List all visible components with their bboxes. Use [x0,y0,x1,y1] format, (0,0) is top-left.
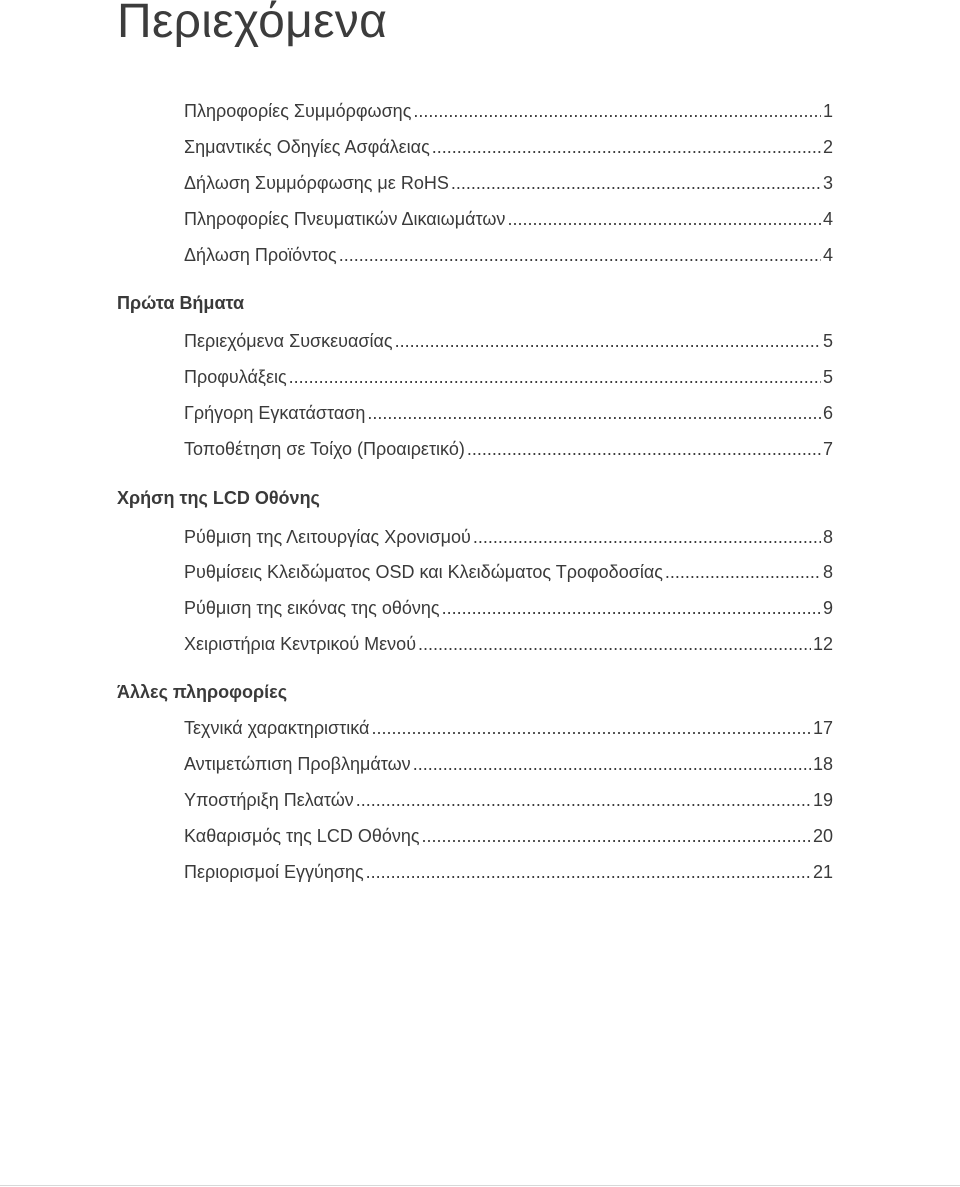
section-heading: Χρήση της LCD Οθόνης [117,488,320,508]
toc-entry[interactable] [184,208,833,230]
toc-page-number: 17 [812,718,833,738]
toc-entry-title: Ρύθμιση της Λειτουργίας Χρονισμού [184,527,471,547]
toc-page-number: 18 [812,754,833,774]
toc-entry[interactable] [184,717,833,739]
toc-entry-title: Ρυθμίσεις Κλειδώματος OSD και Κλειδώματος Τροφοδοσίας [184,562,663,582]
toc-entry-title: Υποστήριξη Πελατών [184,790,354,810]
dot-leader [507,208,821,230]
toc-entry-title: Τεχνικά χαρακτηριστικά [184,718,370,738]
toc-page-number: 5 [822,367,833,387]
toc-entry[interactable] [184,825,833,847]
dot-leader [473,526,821,548]
toc-entry[interactable] [184,402,833,424]
dot-leader [665,561,821,583]
toc-page-number: 19 [812,790,833,810]
toc-page-number: 2 [822,137,833,157]
dot-leader [371,717,811,739]
toc-entry[interactable] [184,136,833,158]
toc-entry-title: Τοποθέτηση σε Τοίχο (Προαιρετικό) [184,439,465,459]
dot-leader [395,330,821,352]
toc-page-number: 4 [822,245,833,265]
toc-page-number: 12 [812,634,833,654]
dot-leader [367,402,821,424]
toc-entry[interactable] [184,330,833,352]
toc-entry[interactable] [184,172,833,194]
dot-leader [413,753,811,775]
toc-entry[interactable] [184,244,833,266]
section-heading: Άλλες πληροφορίες [117,682,288,702]
toc-entry[interactable] [184,366,833,388]
toc-entry-title: Καθαρισμός της LCD Οθόνης [184,826,420,846]
toc-entry-title: Γρήγορη Εγκατάσταση [184,403,366,423]
toc-entry-title: Αντιμετώπιση Προβλημάτων [184,754,411,774]
dot-leader [289,366,821,388]
toc-entry[interactable] [184,861,833,883]
toc-page-number: 3 [822,173,833,193]
page-title: Περιεχόμενα [117,0,388,48]
toc-entry[interactable] [184,633,833,655]
toc-page-number: 21 [812,862,833,882]
toc-entry-title: Σημαντικές Οδηγίες Ασφάλειας [184,137,430,157]
toc-entry-title: Χειριστήρια Κεντρικού Μενού [184,634,417,654]
toc-entry-title: Πληροφορίες Συμμόρφωσης [184,101,412,121]
toc-entry-title: Περιεχόμενα Συσκευασίας [184,331,393,351]
toc-entry-title: Πληροφορίες Πνευματικών Δικαιωμάτων [184,209,506,229]
toc-page-number: 6 [822,403,833,423]
toc-entry-title: Δήλωση Προϊόντος [184,245,337,265]
toc-page-number: 8 [822,562,833,582]
dot-leader [339,244,821,266]
toc-entry[interactable] [184,789,833,811]
dot-leader [413,100,821,122]
section-heading: Πρώτα Βήματα [117,293,245,313]
toc-entry[interactable] [184,438,833,460]
dot-leader [422,825,811,847]
toc-entry[interactable] [184,753,833,775]
toc-entry[interactable] [184,526,833,548]
toc-page-number: 9 [822,598,833,618]
dot-leader [442,597,821,619]
dot-leader [418,633,811,655]
dot-leader [451,172,821,194]
toc-page-number: 1 [822,101,833,121]
dot-leader [356,789,811,811]
dot-leader [432,136,821,158]
toc-entry-title: Προφυλάξεις [184,367,287,387]
page-bottom-divider [0,1185,960,1186]
toc-page-number: 5 [822,331,833,351]
dot-leader [467,438,821,460]
toc-entry-title: Δήλωση Συμμόρφωσης με RoHS [184,173,449,193]
toc-page-number: 8 [822,527,833,547]
toc-page-number: 20 [812,826,833,846]
dot-leader [366,861,811,883]
toc-page-number: 4 [822,209,833,229]
toc-entry[interactable] [184,561,833,583]
toc-entry-title: Ρύθμιση της εικόνας της οθόνης [184,598,440,618]
toc-entry[interactable] [184,597,833,619]
toc-entry[interactable] [184,100,833,122]
toc-entry-title: Περιορισμοί Εγγύησης [184,862,364,882]
toc-page-number: 7 [822,439,833,459]
